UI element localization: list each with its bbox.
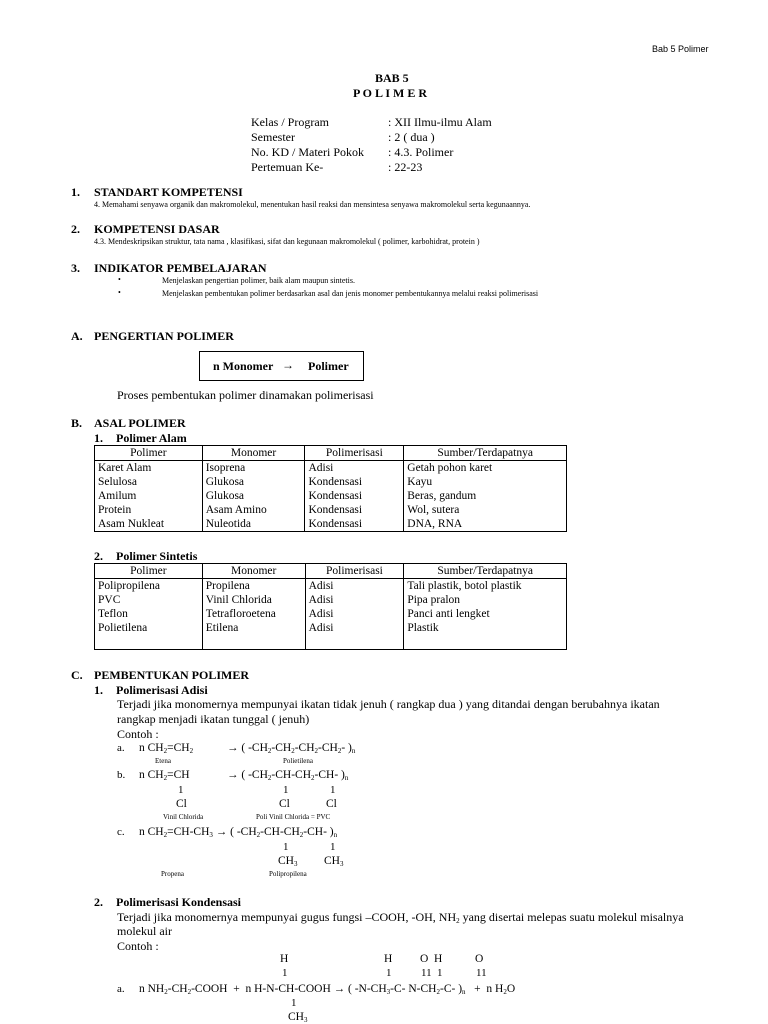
table-row (95, 489, 567, 503)
info-label: No. KD / Materi Pokok (251, 145, 364, 159)
subsection-number: 1. (94, 431, 103, 445)
table-cell: Kondensasi (305, 517, 404, 532)
atom-label: O (420, 953, 429, 965)
subsection-title: Polimer Sintetis (116, 549, 198, 563)
info-value: : 4.3. Polimer (388, 145, 454, 159)
methyl-text: CH (324, 855, 340, 867)
table-cell: Teflon (95, 607, 203, 621)
table-header: Sumber/Terdapatnya (404, 564, 567, 579)
section-title: STANDART KOMPETENSI (94, 185, 243, 199)
bond-line: 1 (386, 967, 392, 979)
table-cell: Tali plastik, botol plastik (404, 579, 567, 594)
bond-line: 1 (178, 784, 184, 796)
info-value: : XII Ilmu-ilmu Alam (388, 115, 492, 129)
info-value: : 22-23 (388, 160, 423, 174)
table-cell: Kondensasi (305, 475, 404, 489)
table-cell: Asam Nukleat (95, 517, 203, 532)
paragraph-text: Terjadi jika monomernya mempunyai gugus fungsi –COOH, -OH, NH (117, 910, 457, 924)
caption: Polipropilena (269, 870, 307, 878)
paragraph-text: yang disertai melepas suatu molekul misalnya (459, 910, 684, 924)
bond-line: 1 (437, 967, 443, 979)
table-header: Polimer (95, 446, 203, 461)
info-label: Semester (251, 130, 295, 144)
table-cell: Plastik (404, 621, 567, 635)
item-label: a. (117, 983, 125, 995)
chapter-number: BAB 5 (375, 71, 409, 85)
subsection-title: Polimerisasi Adisi (116, 683, 208, 697)
subsection-number: 1. (94, 683, 103, 697)
bond-line: 1 (283, 841, 289, 853)
subsection-number: 2. (94, 895, 103, 909)
table-cell: Panci anti lengket (404, 607, 567, 621)
table-cell: PVC (95, 593, 203, 607)
example-label: Contoh : (117, 939, 159, 953)
paragraph-line: Terjadi jika monomernya mempunyai ikatan tidak jenuh ( rangkap dua ) yang ditandai dengan berubahnya ikatan (117, 697, 660, 711)
table-row (95, 503, 567, 517)
methyl-group (288, 1011, 307, 1024)
methyl-group (278, 855, 297, 868)
section-letter: B. (71, 416, 83, 430)
running-header: Bab 5 Polimer (652, 44, 709, 54)
bond-line: 1 (283, 784, 289, 796)
caption: Vinil Chlorida (163, 813, 204, 821)
caption: Propena (161, 870, 184, 878)
chlorine-group: Cl (326, 798, 337, 810)
box-left-text: n Monomer (213, 359, 274, 373)
table-row (95, 579, 567, 594)
info-value: : 2 ( dua ) (388, 130, 435, 144)
subsection-title: Polimerisasi Kondensasi (116, 895, 242, 909)
arrow-icon: → ( $-CH_2-CH-CH_2-CH-$ )$_n$ (227, 769, 349, 782)
methyl-subscript: 3 (293, 860, 298, 868)
arrow-icon: → ( $-CH_2-CH_2-CH_2-CH_2-$ )$_n$ (227, 742, 356, 755)
section-title: ASAL POLIMER (94, 416, 186, 430)
table-cell: Wol, sutera (404, 503, 567, 517)
bond-line: 1 (282, 967, 288, 979)
table-cell: Asam Amino (202, 503, 305, 517)
table-cell (404, 635, 567, 650)
table-header: Monomer (202, 564, 305, 579)
table-cell: Selulosa (95, 475, 203, 489)
table-header: Sumber/Terdapatnya (404, 446, 567, 461)
synthetic-polymer-table (94, 563, 567, 650)
table-row (95, 621, 567, 635)
table-cell: Polietilena (95, 621, 203, 635)
table-row (95, 475, 567, 489)
section-letter: C. (71, 668, 83, 682)
paragraph-line (117, 910, 684, 925)
table-cell: Adisi (305, 607, 404, 621)
table-cell: Beras, gandum (404, 489, 567, 503)
methyl-text: CH (288, 1011, 304, 1023)
table-cell (202, 635, 305, 650)
bullet-text: Menjelaskan pembentukan polimer berdasarkan asal dan jenis monomer pembentukannya melalui reaksi polimerisasi (162, 289, 539, 298)
table-cell: Adisi (305, 579, 404, 594)
table-cell: Adisi (305, 593, 404, 607)
table-header: Polimerisasi (305, 446, 404, 461)
caption: Poli Vinil Chlorida = PVC (256, 813, 331, 821)
table-row (95, 635, 567, 650)
table-cell: Isoprena (202, 461, 305, 476)
table-header: Polimerisasi (305, 564, 404, 579)
atom-label: H (384, 953, 393, 965)
atom-label: H (280, 953, 289, 965)
reaction-equation: n $NH_2-CH_2$-COOH + n H-N-CH-COOH → ( $-N-CH_3-C-$ $N-CH_2-C-$ )$_n + n$ $H_2O$ (139, 983, 516, 996)
table-cell: Polipropilena (95, 579, 203, 594)
bullet-icon: • (118, 275, 121, 284)
double-bond: 11 (421, 967, 432, 979)
arrow-icon: → (282, 358, 294, 372)
bullet-icon: • (118, 288, 121, 297)
section-letter: A. (71, 329, 83, 343)
table-cell: Kondensasi (305, 489, 404, 503)
table-cell: Kayu (404, 475, 567, 489)
caption: Polietilena (283, 757, 313, 765)
bond-line: 1 (330, 784, 336, 796)
paragraph-line: molekul air (117, 924, 172, 938)
table-cell: Tetrafloroetena (202, 607, 305, 621)
table-row (95, 461, 567, 476)
reaction-equation: n $CH_2=CH$ (139, 769, 190, 782)
section-title: PENGERTIAN POLIMER (94, 329, 234, 343)
table-header: Polimer (95, 564, 203, 579)
table-cell: Glukosa (202, 489, 305, 503)
section-number: 3. (71, 261, 80, 275)
table-cell: Propilena (202, 579, 305, 594)
methyl-subscript: 3 (339, 860, 344, 868)
atom-label: O (475, 953, 484, 965)
bullet-text: Menjelaskan pengertian polimer, baik alam maupun sintetis. (162, 276, 355, 285)
section-title: INDIKATOR PEMBELAJARAN (94, 261, 267, 275)
table-cell: DNA, RNA (404, 517, 567, 532)
polymer-definition-box (199, 351, 364, 381)
methyl-group (324, 855, 343, 868)
table-header: Monomer (202, 446, 305, 461)
methyl-subscript: 3 (303, 1016, 308, 1024)
section-number: 2. (71, 222, 80, 236)
section-title: KOMPETENSI DASAR (94, 222, 220, 236)
item-label: a. (117, 742, 125, 754)
natural-polymer-table (94, 445, 567, 532)
double-bond: 11 (476, 967, 487, 979)
table-cell: Adisi (305, 461, 404, 476)
example-label: Contoh : (117, 727, 159, 741)
table-row (95, 593, 567, 607)
table-cell: Pipa pralon (404, 593, 567, 607)
chapter-title: P O L I M E R (353, 86, 428, 100)
reaction-equation: n $CH_2=CH-CH_3$ → ( $-CH_2-CH-CH_2-CH-$ )$_n$ (139, 826, 338, 839)
methyl-text: CH (278, 855, 294, 867)
caption: Etena (155, 757, 171, 765)
table-cell (95, 635, 203, 650)
section-text: 4. Memahami senyawa organik dan makromolekul, menentukan hasil reaksi dan mensintesa senyawa makromolekul serta kegunaannya. (94, 200, 531, 209)
bond-line: 1 (330, 841, 336, 853)
table-cell: Protein (95, 503, 203, 517)
table-cell (305, 635, 404, 650)
box-right-text: Polimer (308, 359, 349, 373)
item-label: b. (117, 769, 126, 781)
section-text: 4.3. Mendeskripsikan struktur, tata nama , klasifikasi, sifat dan kegunaan makromolekul ( polimer, karbohidrat, protein ) (94, 237, 480, 246)
table-cell: Nuleotida (202, 517, 305, 532)
table-cell: Karet Alam (95, 461, 203, 476)
reaction-equation: n $CH_2=CH_2$ (139, 742, 194, 755)
section-number: 1. (71, 185, 80, 199)
atom-label: H (434, 953, 443, 965)
chlorine-group: Cl (176, 798, 187, 810)
item-label: c. (117, 826, 125, 838)
subscript: 2 (456, 917, 460, 925)
table-row (95, 607, 567, 621)
table-cell: Adisi (305, 621, 404, 635)
table-cell: Etilena (202, 621, 305, 635)
section-title: PEMBENTUKAN POLIMER (94, 668, 250, 682)
table-cell: Kondensasi (305, 503, 404, 517)
definition-text: Proses pembentukan polimer dinamakan polimerisasi (117, 388, 374, 402)
table-cell: Glukosa (202, 475, 305, 489)
table-row (95, 517, 567, 532)
table-cell: Getah pohon karet (404, 461, 567, 476)
subsection-number: 2. (94, 549, 103, 563)
paragraph-line: rangkap menjadi ikatan tunggal ( jenuh) (117, 712, 310, 726)
chlorine-group: Cl (279, 798, 290, 810)
bond-line: 1 (291, 997, 297, 1009)
subsection-title: Polimer Alam (116, 431, 187, 445)
table-cell: Amilum (95, 489, 203, 503)
table-cell: Vinil Chlorida (202, 593, 305, 607)
info-label: Kelas / Program (251, 115, 329, 129)
info-label: Pertemuan Ke- (251, 160, 324, 174)
